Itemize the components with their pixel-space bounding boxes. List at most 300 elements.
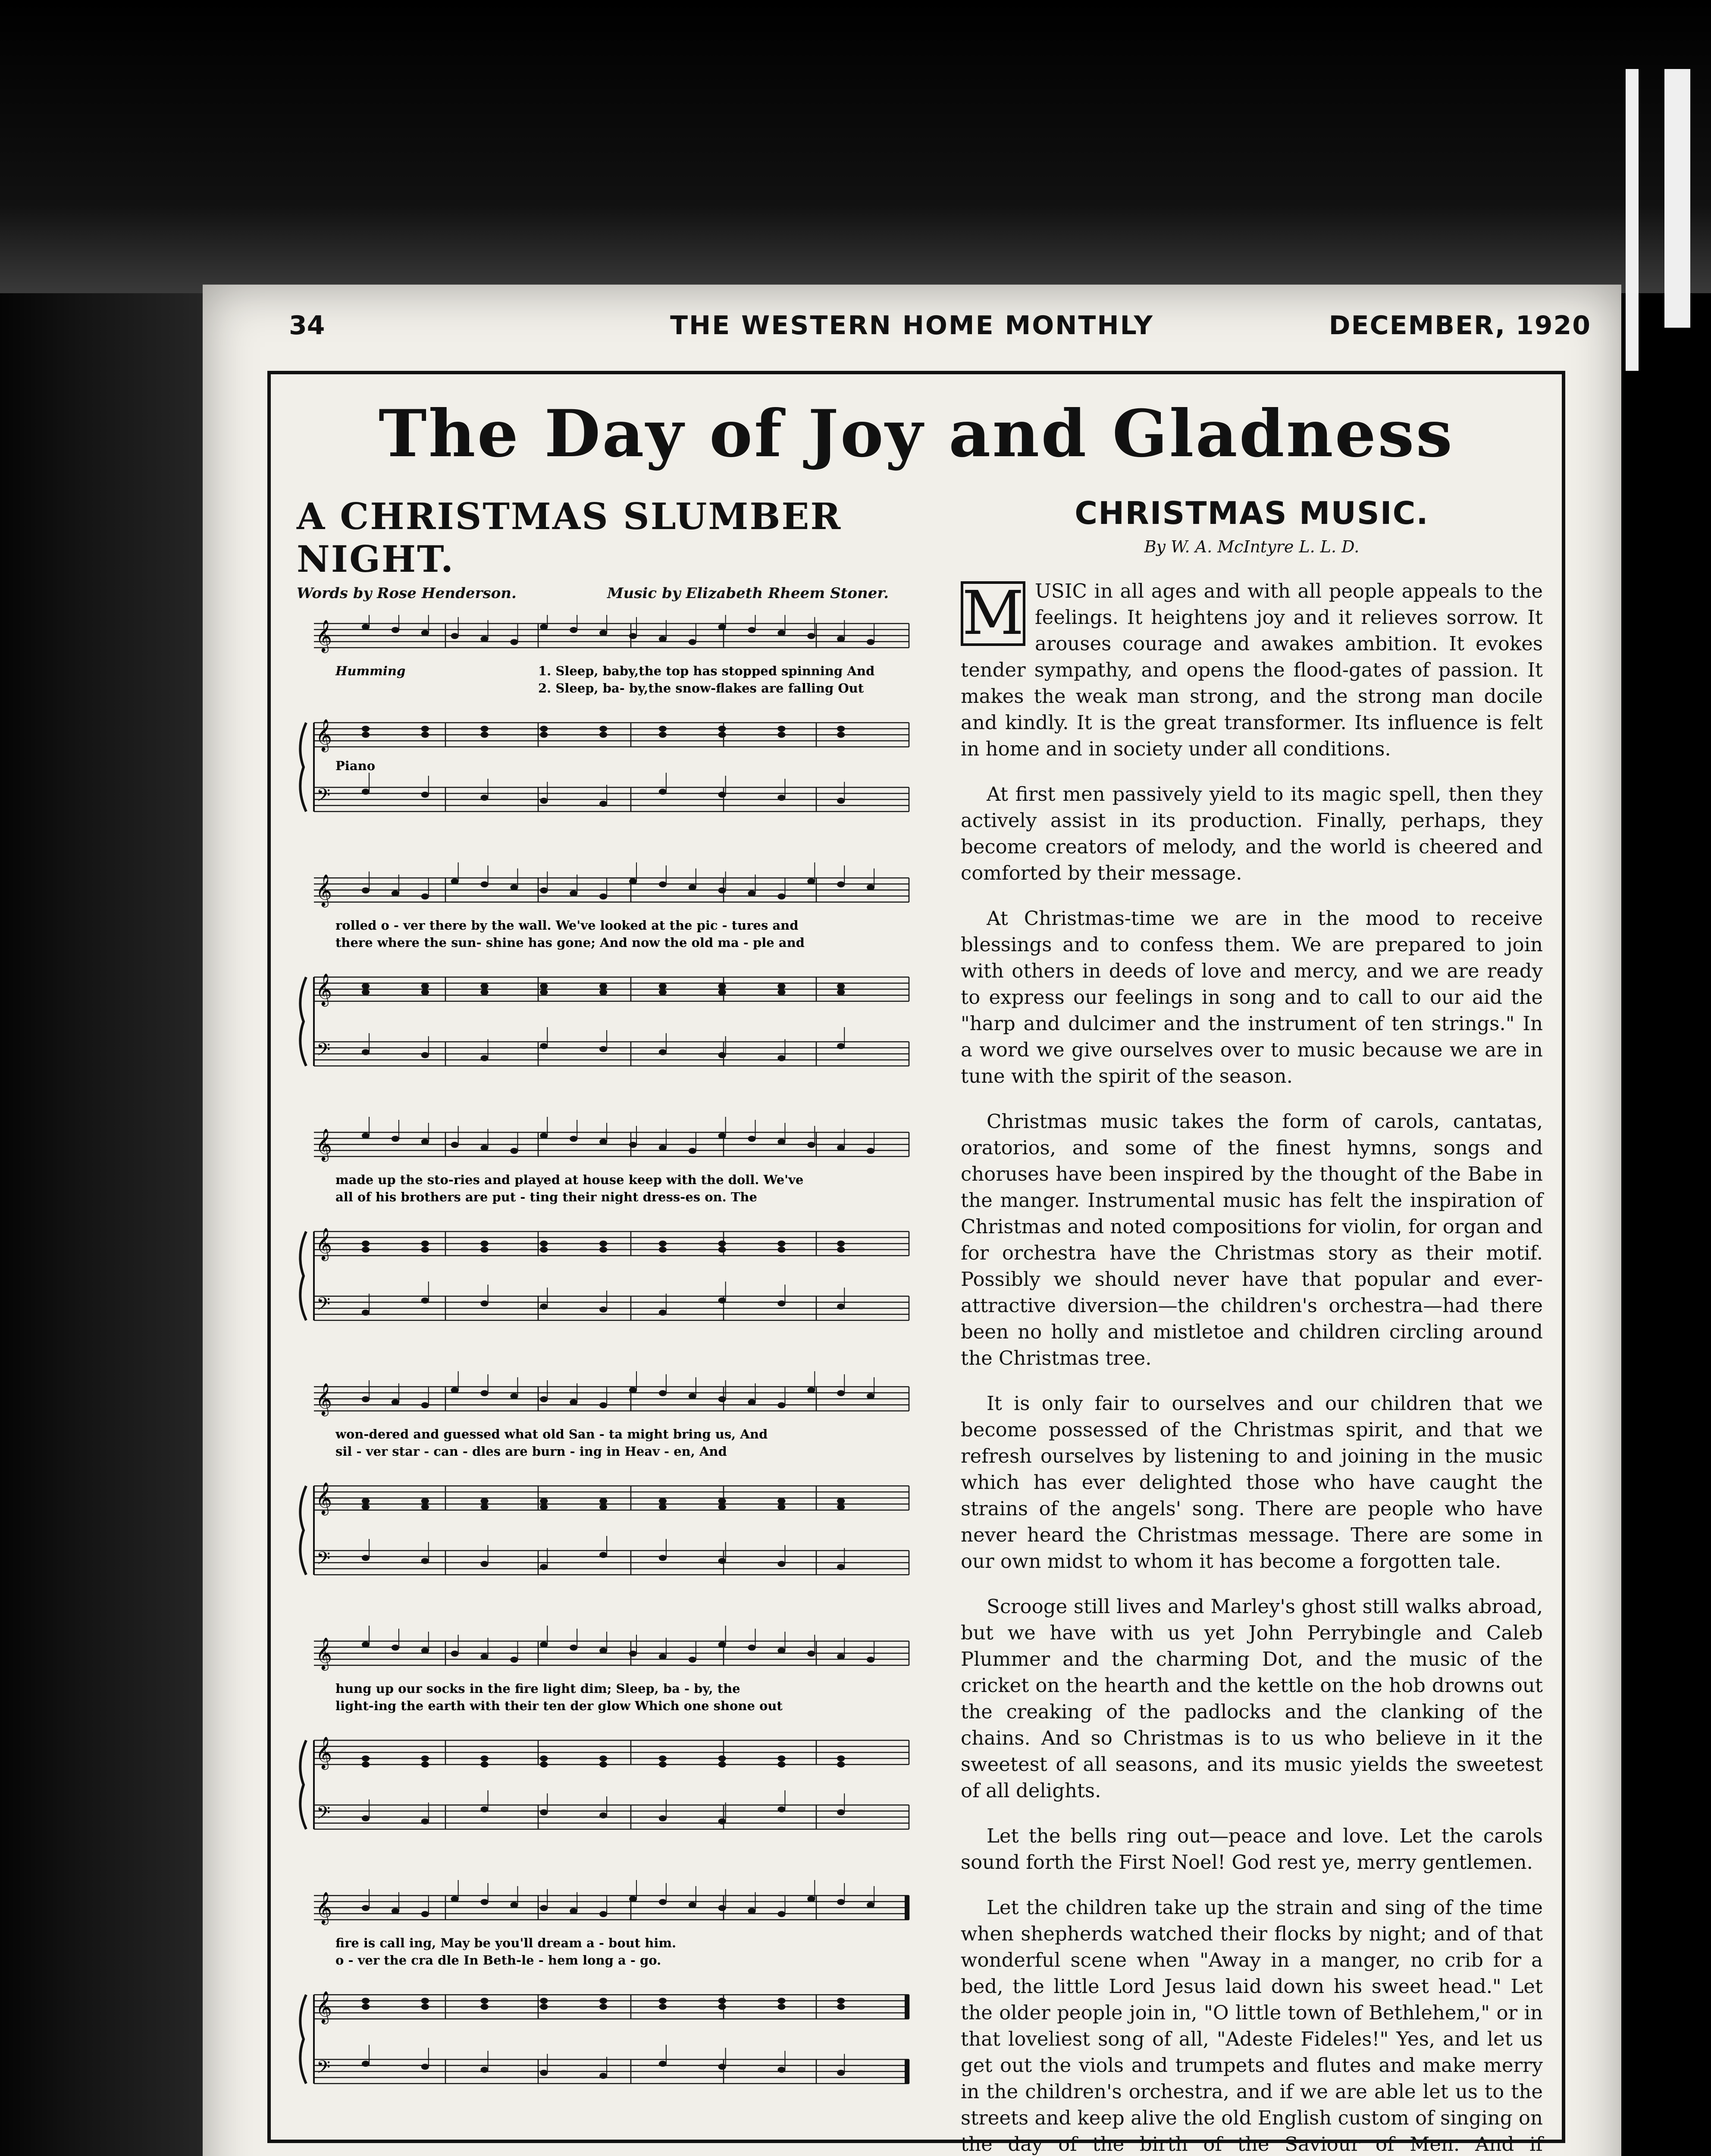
- voice-note: [777, 630, 785, 636]
- piano-brace: [300, 977, 306, 1066]
- voice-note: [689, 884, 696, 890]
- piano-treble-note: [718, 1504, 726, 1510]
- voice-note: [659, 1145, 667, 1151]
- piano-bass-note: [362, 1049, 370, 1055]
- humming-label: Humming: [335, 664, 406, 678]
- voice-note: [362, 1905, 370, 1911]
- voice-note: [837, 881, 845, 887]
- piano-bass-note: [362, 1310, 370, 1316]
- voice-note: [689, 639, 696, 645]
- piano-bass-note: [599, 2073, 607, 2079]
- piano-treble-note: [481, 1241, 489, 1247]
- piano-bass-note: [421, 1558, 429, 1564]
- piano-treble-note: [481, 1761, 489, 1767]
- piano-treble-note: [599, 1998, 607, 2004]
- piano-treble-note: [837, 1247, 845, 1253]
- voice-note: [421, 1402, 429, 1408]
- piano-bass-note: [421, 1818, 429, 1824]
- piano-bass-note: [837, 1304, 845, 1310]
- piano-treble-note: [421, 1761, 429, 1767]
- voice-note: [362, 624, 370, 630]
- voice-note: [510, 1657, 518, 1663]
- voice-note: [867, 639, 874, 645]
- voice-note: [718, 1642, 726, 1648]
- piano-treble-note: [777, 1755, 785, 1761]
- piano-bass-note: [777, 1806, 785, 1812]
- article-paragraph: Christmas music takes the form of carols, cantatas, oratorios, and some of the finest hymns, songs and choruses have been inspired by the thought of the Babe in the manger. Instrumental music has felt the inspiration of Christmas and noted compositions for violin, for organ and for orchestra have the Christmas story as their motif. Possibly we should never have that popular and ever-attractive diversion—the children's orchestra—had there been no holly and mistletoe and children circling around the Christmas tree.: [961, 1110, 1543, 1369]
- voice-note: [451, 633, 459, 639]
- article-paragraph: Let the bells ring out—peace and love. Let the carols sound forth the First Noel! God rest ye, merry gentlemen.: [961, 1824, 1543, 1874]
- lyric-verse-1: 1. Sleep, baby,the top has stopped spinning And: [538, 664, 875, 678]
- treble-clef: 𝄞: [316, 1892, 332, 1924]
- first-paragraph-text: USIC in all ages and with all people appeals to the feelings. It heightens joy and it relieves sorrow. It arouses courage and awakes ambition. It evokes tender sympathy, and opens the flood-gates of passion. It makes the weak man strong, and the strong man docile and kindly. It is the great transformer. Its influence is felt in home and in society under all conditions.: [961, 580, 1543, 760]
- piano-treble-note: [540, 989, 548, 995]
- piano-treble-note: [837, 989, 845, 995]
- piano-treble-note: [777, 1241, 785, 1247]
- piano-treble-note: [837, 1241, 845, 1247]
- voice-note: [421, 1648, 429, 1654]
- lyric-verse-2: light-ing the earth with their ten der glow Which one shone out: [335, 1698, 783, 1713]
- piano-bass-note: [599, 1552, 607, 1558]
- piano-treble-note: [837, 1504, 845, 1510]
- piano-bass-note: [659, 1049, 667, 1055]
- piano-treble-note: [362, 732, 370, 738]
- piano-bass-note: [837, 1809, 845, 1815]
- piano-treble-note: [718, 1247, 726, 1253]
- voice-note: [599, 1402, 607, 1408]
- voice-note: [689, 1902, 696, 1908]
- bass-clef: 𝄢: [317, 1802, 331, 1827]
- piano-treble-note: [659, 1761, 667, 1767]
- piano-bass-note: [718, 1052, 726, 1058]
- sheet-music-column: [297, 495, 918, 2125]
- piano-treble-note: [421, 1755, 429, 1761]
- final-barline: [905, 1896, 909, 1920]
- voice-note: [599, 1648, 607, 1654]
- piano-bass-note: [481, 1561, 489, 1567]
- main-title: The Day of Joy and Gladness: [378, 396, 1454, 472]
- article-paragraph: Let the children take up the strain and sing of the time when shepherds watched their flocks by night; and of that wonderful scene when "Away in a manger, no crib for a bed, the little Lord Jesus laid down his sweet head." Let the older people join in, "O little town of Bethlehem," or in that loveliest song of all, "Adeste Fideles!" Yes, and let us get out the viols and trumpets and flutes and make merry in the children's orchestra, and if we are able let us to the streets and keep alive the old English custom of singing on the day of the birth of the Saviour of Men. And if: [961, 1896, 1543, 2156]
- piano-treble-note: [777, 989, 785, 995]
- piano-bass-note: [421, 792, 429, 798]
- piano-treble-note: [421, 1241, 429, 1247]
- piano-treble-note: [777, 1761, 785, 1767]
- piano-bass-note: [659, 1310, 667, 1316]
- piano-treble-note: [718, 1241, 726, 1247]
- piano-treble-note: [481, 1498, 489, 1504]
- voice-note: [570, 627, 577, 633]
- lyric-verse-2: o - ver the cra dle In Beth-le - hem long a - go.: [335, 1953, 661, 1968]
- piano-treble-note: [540, 1998, 548, 2004]
- piano-bass-note: [777, 1561, 785, 1567]
- piano-treble-note: [599, 1504, 607, 1510]
- piano-bass-note: [777, 2067, 785, 2073]
- voice-note: [421, 1139, 429, 1145]
- piano-bass-note: [599, 1046, 607, 1052]
- piano-bass-note: [718, 792, 726, 798]
- voice-note: [837, 636, 845, 642]
- piano-treble-note: [718, 1498, 726, 1504]
- voice-note: [599, 630, 607, 636]
- piano-treble-note: [421, 1504, 429, 1510]
- piano-treble-note: [777, 2004, 785, 2010]
- piano-bass-note: [659, 1815, 667, 1821]
- piano-bass-note: [718, 1558, 726, 1564]
- piano-bass-note: [540, 1043, 548, 1049]
- bass-clef: 𝄢: [317, 2057, 331, 2082]
- voice-note: [689, 1148, 696, 1154]
- piano-treble-note: [540, 1241, 548, 1247]
- piano-bass-note: [777, 1300, 785, 1307]
- lyric-verse-1: made up the sto-ries and played at house keep with the doll. We've: [335, 1172, 804, 1187]
- magazine-page: [203, 285, 1621, 2156]
- article-byline: By W. A. McIntyre L. L. D.: [1144, 537, 1360, 556]
- piano-bass-note: [421, 1052, 429, 1058]
- piano-bass-note: [777, 1055, 785, 1061]
- voice-note: [718, 1905, 726, 1911]
- piano-bass-note: [362, 1815, 370, 1821]
- piano-treble-note: [421, 2004, 429, 2010]
- voice-note: [748, 1136, 756, 1142]
- piano-treble-note: [481, 989, 489, 995]
- voice-note: [540, 887, 548, 893]
- voice-note: [510, 639, 518, 645]
- voice-note: [689, 1393, 696, 1399]
- voice-note: [867, 1902, 874, 1908]
- voice-note: [421, 893, 429, 899]
- voice-note: [867, 1393, 874, 1399]
- bass-clef: 𝄢: [317, 1548, 331, 1573]
- voice-note: [451, 1896, 459, 1902]
- voice-note: [570, 1908, 577, 1914]
- piano-treble-note: [718, 983, 726, 989]
- piano-treble-note: [718, 2004, 726, 2010]
- voice-note: [659, 1899, 667, 1905]
- piano-treble-note: [599, 989, 607, 995]
- piano-treble-note: [599, 726, 607, 732]
- article-column: [961, 495, 1543, 2156]
- lyric-verse-2: 2. Sleep, ba- by,the snow-flakes are falling Out: [538, 681, 864, 696]
- piano-treble-note: [659, 2004, 667, 2010]
- voice-note: [718, 887, 726, 893]
- voice-note: [392, 890, 399, 896]
- piano-treble-note: [481, 1998, 489, 2004]
- voice-note: [659, 1654, 667, 1660]
- piano-treble-note: [659, 1498, 667, 1504]
- voice-note: [570, 1645, 577, 1651]
- words-credit: Words by Rose Henderson.: [297, 585, 517, 602]
- voice-note: [629, 633, 637, 639]
- treble-clef: 𝄞: [316, 974, 332, 1006]
- piano-bass-note: [540, 1304, 548, 1310]
- voice-note: [777, 1911, 785, 1917]
- treble-clef: 𝄞: [316, 1638, 332, 1670]
- piano-treble-note: [362, 1504, 370, 1510]
- piano-bass-note: [481, 795, 489, 801]
- magazine-title: THE WESTERN HOME MONTHLY: [670, 310, 1154, 341]
- piano-treble-note: [599, 1241, 607, 1247]
- voice-note: [481, 636, 489, 642]
- treble-clef: 𝄞: [316, 874, 332, 906]
- piano-bass-note: [718, 1818, 726, 1824]
- voice-note: [510, 884, 518, 890]
- voice-note: [748, 1908, 756, 1914]
- piano-brace: [300, 1740, 306, 1829]
- piano-label: Piano: [335, 758, 376, 773]
- voice-note: [481, 1390, 489, 1396]
- voice-note: [718, 624, 726, 630]
- piano-bass-note: [837, 2070, 845, 2076]
- piano-brace: [300, 723, 306, 812]
- piano-treble-note: [421, 983, 429, 989]
- piano-treble-note: [718, 989, 726, 995]
- voice-note: [629, 1142, 637, 1148]
- piano-treble-note: [481, 2004, 489, 2010]
- piano-treble-note: [481, 1247, 489, 1253]
- voice-note: [481, 1899, 489, 1905]
- voice-note: [837, 1899, 845, 1905]
- piano-treble-note: [659, 989, 667, 995]
- voice-note: [570, 1136, 577, 1142]
- voice-note: [777, 1139, 785, 1145]
- lyric-verse-2: there where the sun- shine has gone; And now the old ma - ple and: [335, 935, 805, 950]
- scan-background-top: [0, 0, 1711, 293]
- voice-note: [837, 1654, 845, 1660]
- article-paragraph: At Christmas-time we are in the mood to receive blessings and to confess them. We are prepared to join with others in deeds of love and mercy, and we are ready to express our feelings in song and to call to our aid the "harp and dulcimer and the instrument of ten strings." In a word we give ourselves over to music because we are in tune with the spirit of the season.: [961, 907, 1543, 1087]
- piano-bass-note: [362, 789, 370, 795]
- piano-treble-note: [540, 726, 548, 732]
- piano-treble-note: [540, 1755, 548, 1761]
- piano-treble-note: [659, 726, 667, 732]
- piano-bass-note: [481, 1055, 489, 1061]
- piano-treble-note: [421, 1247, 429, 1253]
- piano-treble-note: [599, 1761, 607, 1767]
- piano-bass-note: [837, 1043, 845, 1049]
- voice-note: [807, 633, 815, 639]
- voice-note: [362, 1396, 370, 1402]
- piano-treble-note: [362, 1998, 370, 2004]
- piano-treble-note: [718, 726, 726, 732]
- voice-note: [659, 1390, 667, 1396]
- music-credit: Music by Elizabeth Rheem Stoner.: [607, 585, 889, 602]
- article-paragraph: At first men passively yield to its magic spell, then they actively assist in its production. Finally, perhaps, they become creators of melody, and the world is cheered and comforted by their message.: [961, 783, 1543, 884]
- piano-treble-note: [481, 1504, 489, 1510]
- piano-treble-note: [837, 1755, 845, 1761]
- voice-note: [867, 1657, 874, 1663]
- voice-note: [718, 1396, 726, 1402]
- piano-bass-note: [659, 2061, 667, 2067]
- piano-treble-note: [837, 2004, 845, 2010]
- voice-note: [807, 1896, 815, 1902]
- feature-frame: [267, 371, 1565, 2156]
- piano-treble-note: [540, 1761, 548, 1767]
- piano-treble-note: [659, 1755, 667, 1761]
- piano-bass-note: [481, 2067, 489, 2073]
- voice-note: [629, 1651, 637, 1657]
- piano-treble-note: [540, 983, 548, 989]
- voice-note: [392, 627, 399, 633]
- piano-treble-note: [718, 1755, 726, 1761]
- voice-note: [659, 636, 667, 642]
- voice-note: [392, 1136, 399, 1142]
- song-credits: [297, 585, 918, 611]
- bass-clef: 𝄢: [317, 1294, 331, 1319]
- piano-treble-note: [540, 1498, 548, 1504]
- voice-note: [510, 1148, 518, 1154]
- article-paragraph: It is only fair to ourselves and our children that we become possessed of the Christmas spirit, and that we refresh ourselves by listening to and joining in the music which has ever delighted those who have caught the strains of the angels' song. There are people who have never heard the Christmas message. There are some in our own midst to whom it has become a forgotten tale.: [961, 1392, 1543, 1573]
- voice-note: [777, 1402, 785, 1408]
- sheet-music-score: [297, 615, 918, 2156]
- voice-note: [748, 890, 756, 896]
- piano-treble-note: [599, 1247, 607, 1253]
- piano-treble-note: [777, 1498, 785, 1504]
- piano-bass-note: [718, 1297, 726, 1304]
- voice-note: [481, 881, 489, 887]
- lyric-verse-2: all of his brothers are put - ting their night dress-es on. The: [335, 1190, 757, 1204]
- voice-note: [599, 893, 607, 899]
- piano-bass-note: [837, 798, 845, 804]
- song-title: A CHRISTMAS SLUMBER NIGHT.: [297, 495, 842, 580]
- piano-bass-note: [481, 1806, 489, 1812]
- voice-note: [599, 1139, 607, 1145]
- bass-clef: 𝄢: [317, 1039, 331, 1064]
- article-paragraph-1: [961, 578, 1543, 762]
- voice-note: [451, 878, 459, 884]
- voice-note: [867, 1148, 874, 1154]
- voice-note: [599, 1911, 607, 1917]
- voice-note: [540, 1642, 548, 1648]
- piano-treble-note: [362, 983, 370, 989]
- piano-bass-note: [659, 789, 667, 795]
- piano-treble-note: [540, 1504, 548, 1510]
- piano-bass-note: [599, 1307, 607, 1313]
- piano-bass-note: [540, 1809, 548, 1815]
- piano-treble-note: [777, 1247, 785, 1253]
- article-title: CHRISTMAS MUSIC.: [1075, 495, 1429, 531]
- voice-note: [629, 1896, 637, 1902]
- piano-treble-note: [777, 1504, 785, 1510]
- drop-cap: M: [961, 581, 1025, 646]
- voice-note: [451, 1142, 459, 1148]
- piano-treble-note: [421, 989, 429, 995]
- piano-treble-note: [362, 1498, 370, 1504]
- voice-note: [510, 1393, 518, 1399]
- piano-treble-note: [777, 732, 785, 738]
- piano-bass-note: [599, 1812, 607, 1818]
- treble-clef: 𝄞: [316, 1991, 332, 2023]
- piano-bass-note: [540, 798, 548, 804]
- voice-note: [629, 1387, 637, 1393]
- bass-clef: 𝄢: [317, 785, 331, 810]
- page-number: 34: [289, 310, 325, 341]
- piano-treble-note: [659, 1241, 667, 1247]
- piano-treble-note: [481, 726, 489, 732]
- piano-treble-note: [659, 1247, 667, 1253]
- treble-clef: 𝄞: [316, 1482, 332, 1514]
- article-paragraph: Scrooge still lives and Marley's ghost still walks abroad, but we have with us yet John Perrybingle and Caleb Plummer and the charming Dot, and the music of the cricket on the hearth and the kettle on the hob drowns out the creaking of the padlocks and the clanking of the chains. And so Christmas is to us who believe in it the sweetest of all seasons, and its music yields the sweetest of all delights.: [961, 1595, 1543, 1802]
- piano-bass-note: [540, 1564, 548, 1570]
- running-header: [203, 310, 1621, 349]
- piano-treble-note: [718, 1761, 726, 1767]
- piano-treble-note: [718, 1998, 726, 2004]
- piano-treble-note: [540, 2004, 548, 2010]
- piano-treble-note: [421, 1998, 429, 2004]
- voice-note: [421, 630, 429, 636]
- voice-note: [629, 878, 637, 884]
- voice-note: [718, 1133, 726, 1139]
- voice-note: [392, 1908, 399, 1914]
- voice-note: [659, 881, 667, 887]
- piano-treble-note: [837, 732, 845, 738]
- voice-note: [777, 1648, 785, 1654]
- piano-treble-note: [362, 2004, 370, 2010]
- piano-brace: [300, 1486, 306, 1575]
- adjacent-page-edge: [1613, 52, 1711, 2156]
- treble-clef: 𝄞: [316, 1129, 332, 1161]
- treble-clef: 𝄞: [316, 719, 332, 751]
- voice-note: [362, 1133, 370, 1139]
- voice-note: [837, 1145, 845, 1151]
- piano-bass-note: [421, 2064, 429, 2070]
- piano-bass-note: [777, 795, 785, 801]
- voice-note: [451, 1651, 459, 1657]
- treble-clef: 𝄞: [316, 1228, 332, 1260]
- piano-treble-note: [540, 732, 548, 738]
- voice-note: [748, 1399, 756, 1405]
- voice-note: [540, 1133, 548, 1139]
- piano-treble-note: [599, 732, 607, 738]
- voice-note: [510, 1902, 518, 1908]
- piano-treble-note: [777, 983, 785, 989]
- piano-treble-note: [837, 983, 845, 989]
- piano-treble-note: [362, 726, 370, 732]
- voice-note: [362, 1642, 370, 1648]
- final-barline: [905, 1995, 909, 2019]
- voice-note: [867, 884, 874, 890]
- piano-treble-note: [362, 1761, 370, 1767]
- final-barline: [905, 2059, 909, 2084]
- piano-treble-note: [421, 726, 429, 732]
- piano-bass-note: [362, 1555, 370, 1561]
- piano-bass-note: [718, 2064, 726, 2070]
- piano-brace: [300, 1995, 306, 2084]
- piano-treble-note: [481, 732, 489, 738]
- piano-treble-note: [599, 2004, 607, 2010]
- piano-treble-note: [540, 1247, 548, 1253]
- lyric-verse-1: won-dered and guessed what old San - ta might bring us, And: [335, 1427, 768, 1442]
- treble-clef: 𝄞: [316, 620, 332, 652]
- piano-treble-note: [421, 732, 429, 738]
- piano-treble-note: [659, 983, 667, 989]
- piano-bass-note: [421, 1297, 429, 1304]
- piano-treble-note: [777, 726, 785, 732]
- piano-treble-note: [421, 1498, 429, 1504]
- piano-treble-note: [837, 1498, 845, 1504]
- lyric-verse-2: sil - ver star - can - dles are burn - ing in Heav - en, And: [335, 1444, 727, 1459]
- piano-bass-note: [837, 1564, 845, 1570]
- voice-note: [540, 624, 548, 630]
- piano-treble-note: [481, 983, 489, 989]
- voice-note: [748, 627, 756, 633]
- voice-note: [777, 893, 785, 899]
- piano-brace: [300, 1232, 306, 1320]
- piano-treble-note: [362, 1755, 370, 1761]
- voice-note: [481, 1654, 489, 1660]
- piano-treble-note: [599, 1755, 607, 1761]
- treble-clef: 𝄞: [316, 1737, 332, 1769]
- voice-note: [421, 1911, 429, 1917]
- piano-treble-note: [777, 1998, 785, 2004]
